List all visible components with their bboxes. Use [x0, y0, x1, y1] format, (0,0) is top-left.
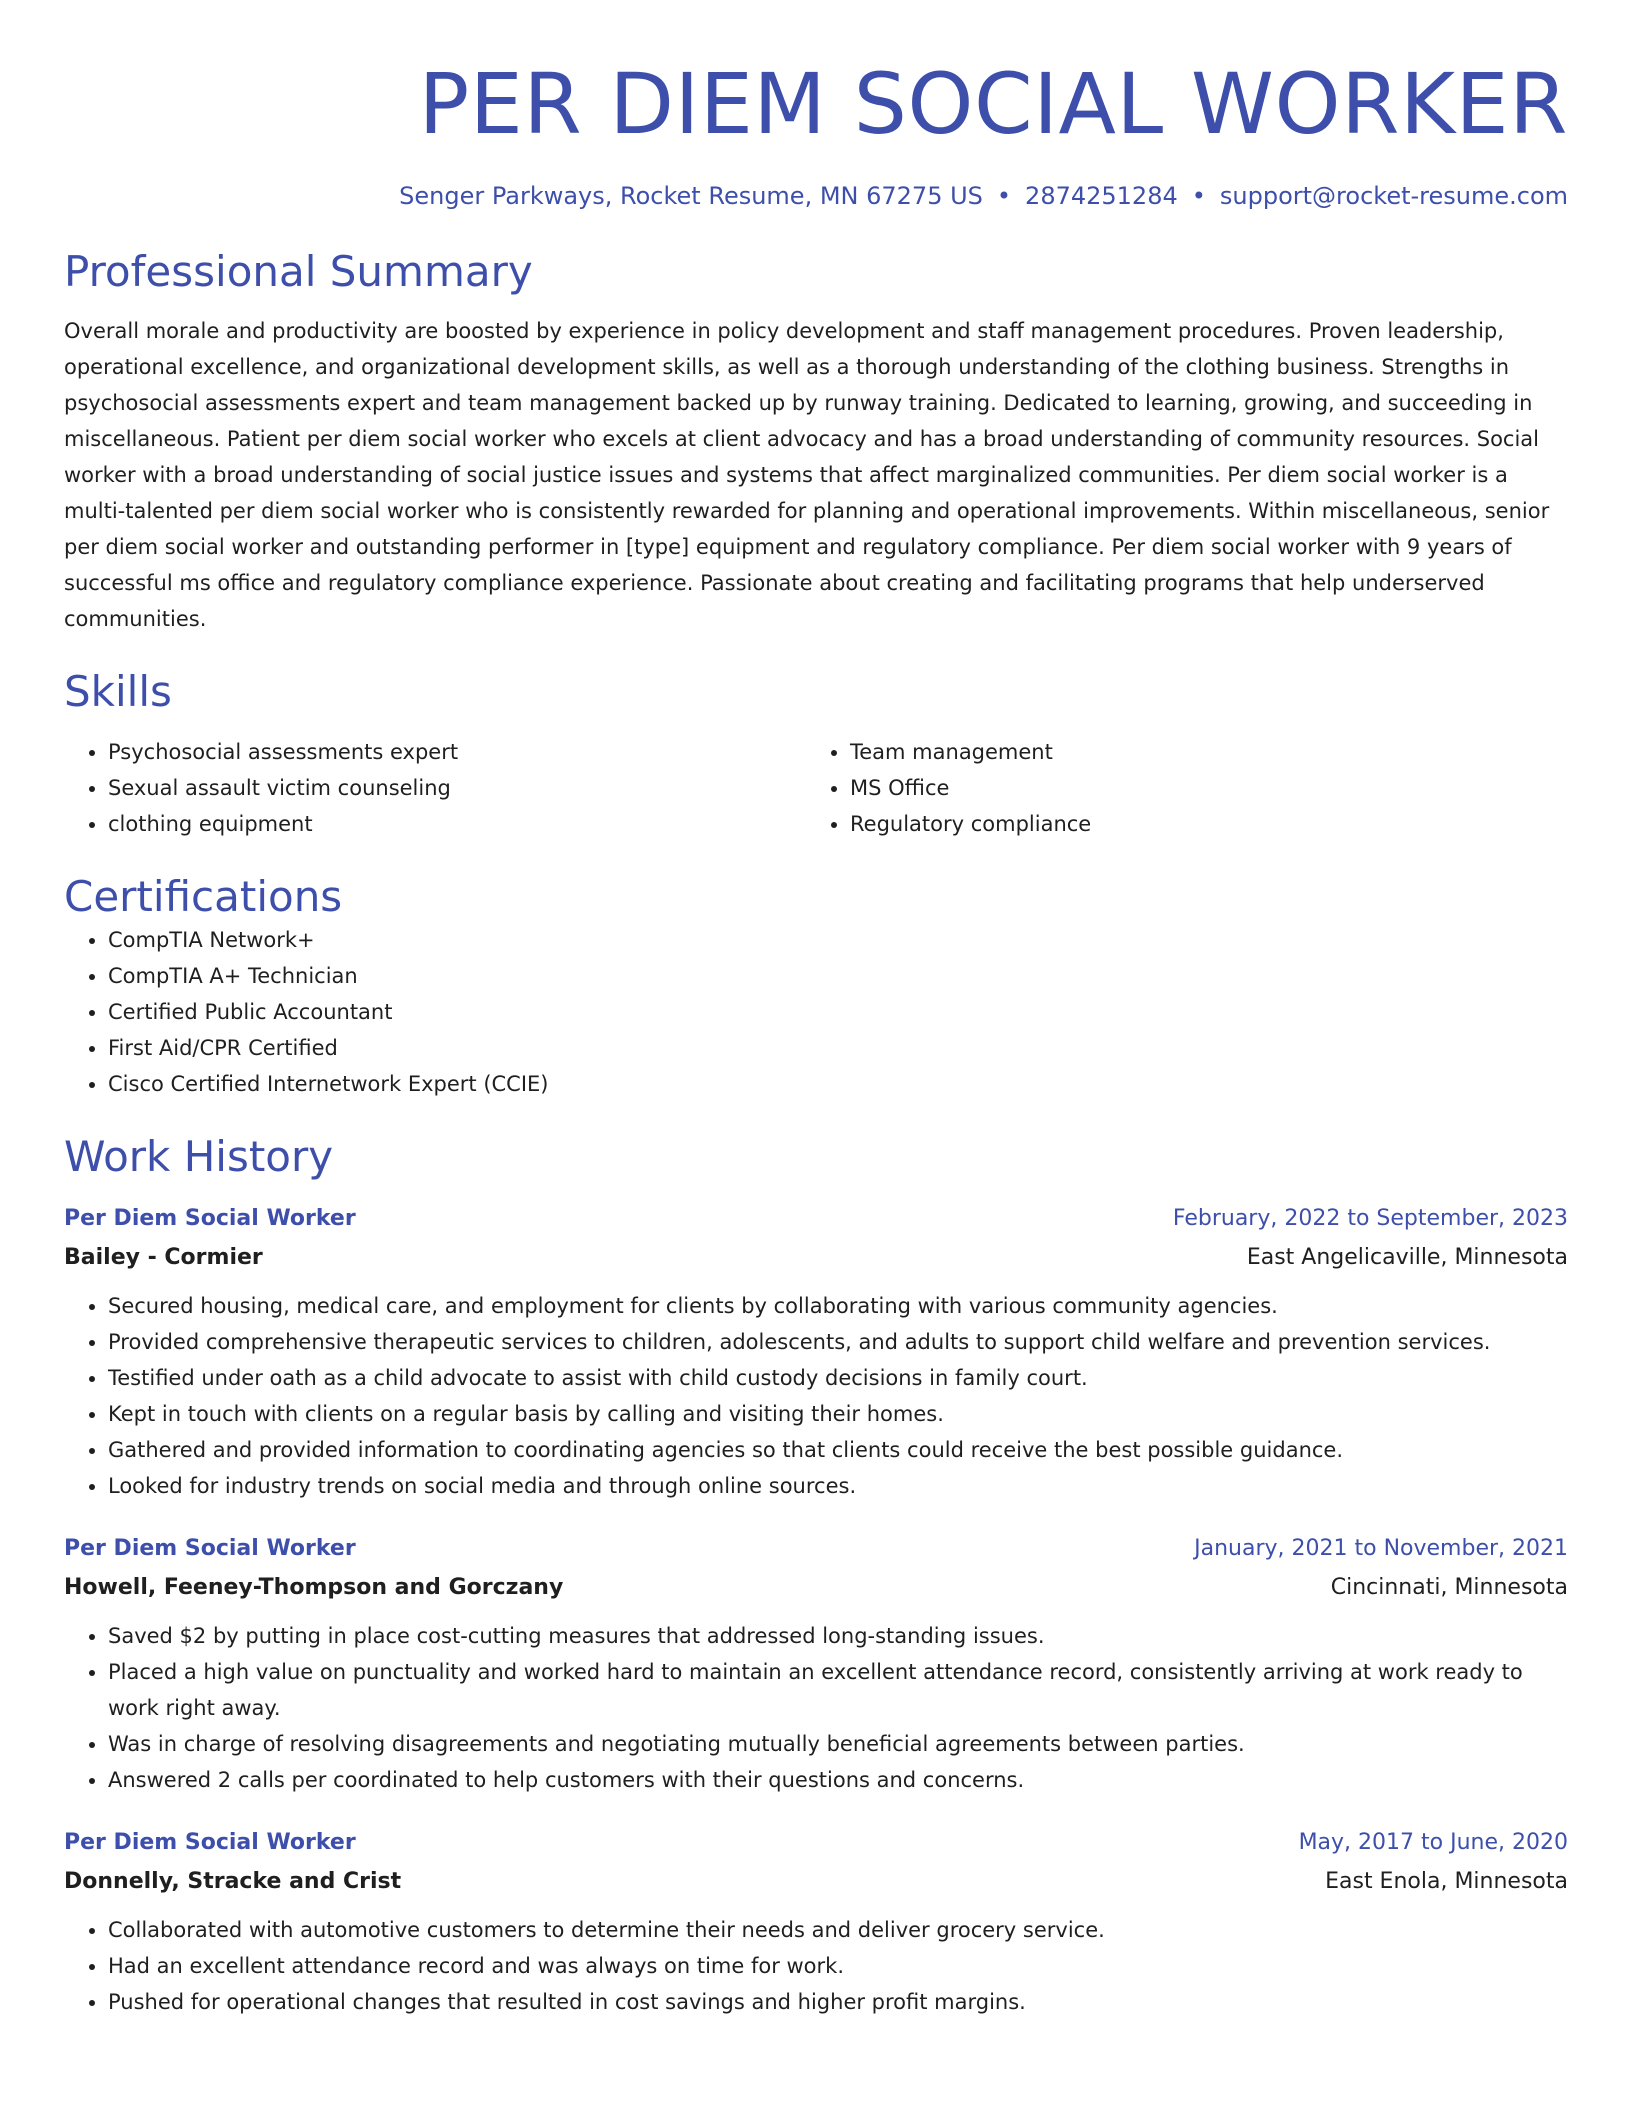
job-title: Per Diem Social Worker: [64, 1536, 356, 1562]
job-bullet: • Was in charge of resolving disagreements and negotiating mutually beneficial agreements between parties.: [108, 1726, 1568, 1762]
summary-heading: Professional Summary: [64, 246, 533, 296]
certification-item: • CompTIA A+ Technician: [108, 958, 1568, 994]
contact-separator: •: [1191, 182, 1206, 210]
job-bullet: • Kept in touch with clients on a regular basis by calling and visiting their homes.: [108, 1396, 1568, 1432]
certification-item: • CompTIA Network+: [108, 922, 1568, 958]
job-company-row: [64, 1238, 1568, 1278]
skills-column-right: [806, 734, 1548, 842]
job-bullet: • Gathered and provided information to coordinating agencies so that clients could receive the best possible guidance.: [108, 1432, 1568, 1468]
skill-item: • Regulatory compliance: [850, 806, 1548, 842]
work-history-heading: Work History: [64, 1131, 334, 1181]
job-entry: [64, 1530, 1568, 1798]
skills-grid: [64, 734, 1568, 842]
job-title: Per Diem Social Worker: [64, 1830, 356, 1856]
job-bullets: [64, 1618, 1568, 1798]
job-bullet: • Provided comprehensive therapeutic services to children, adolescents, and adults to support child welfare and prevention services.: [108, 1324, 1568, 1360]
job-company: Bailey - Cormier: [64, 1245, 263, 1271]
job-bullets: [64, 1912, 1568, 2020]
certification-item: • First Aid/CPR Certified: [108, 1030, 1568, 1066]
contact-phone: 2874251284: [1025, 182, 1178, 210]
contact-line: [64, 182, 1568, 211]
skills-heading: Skills: [64, 667, 172, 717]
certification-item: • Cisco Certified Internetwork Expert (CCIE): [108, 1066, 1568, 1102]
job-dates: January, 2021 to November, 2021: [1194, 1536, 1568, 1562]
resume-page: [64, 0, 1568, 2020]
skills-column-left: [64, 734, 806, 842]
job-entry: [64, 1824, 1568, 2020]
job-bullet: • Looked for industry trends on social media and through online sources.: [108, 1468, 1568, 1504]
contact-address: Senger Parkways, Rocket Resume, MN 67275 US: [399, 182, 983, 210]
job-company: Howell, Feeney-Thompson and Gorczany: [64, 1575, 564, 1601]
skills-list-right: [806, 734, 1548, 842]
skill-item: • Sexual assault victim counseling: [108, 770, 806, 806]
job-title: Per Diem Social Worker: [64, 1206, 356, 1232]
job-bullet: • Pushed for operational changes that resulted in cost savings and higher profit margins.: [108, 1984, 1568, 2020]
summary-text: Overall morale and productivity are boosted by experience in policy development and staff management procedures. Proven leadership, operational excellence, and organizational development skills, as well as a thorough understanding of the clothing business. Strengths in psychosocial assessments expert and team management backed up by runway training. Dedicated to learning, growing, and succeeding in miscellaneous. Patient per diem social worker who excels at client advocacy and has a broad understanding of community resources. Social worker with a broad understanding of social justice issues and systems that affect marginalized communities. Per diem social worker is a multi-talented per diem social worker who is consistently rewarded for planning and operational improvements. Within miscellaneous, senior per diem social worker and outstanding performer in [type] equipment and regulatory compliance. Per diem social worker with 9 years of successful ms office and regulatory compliance experience. Passionate about creating and facilitating programs that help underserved communities.: [64, 319, 1550, 632]
job-dates: February, 2022 to September, 2023: [1172, 1206, 1568, 1232]
skill-item: • Psychosocial assessments expert: [108, 734, 806, 770]
skills-list-left: [64, 734, 806, 842]
job-entry: [64, 1200, 1568, 1504]
resume-name: PER DIEM SOCIAL WORKER: [418, 55, 1568, 153]
job-location: East Angelicaville, Minnesota: [1246, 1245, 1568, 1271]
job-bullet: • Placed a high value on punctuality and worked hard to maintain an excellent attendance record, consistently arriving at work ready to work right away.: [108, 1654, 1568, 1726]
job-bullet: • Collaborated with automotive customers to determine their needs and deliver grocery service.: [108, 1912, 1568, 1948]
job-bullet: • Secured housing, medical care, and employment for clients by collaborating with various community agencies.: [108, 1288, 1568, 1324]
job-company-row: [64, 1568, 1568, 1608]
job-bullet: • Saved $2 by putting in place cost-cutting measures that addressed long-standing issues.: [108, 1618, 1568, 1654]
skill-item: • MS Office: [850, 770, 1548, 806]
job-company: Donnelly, Stracke and Crist: [64, 1869, 402, 1895]
job-company-row: [64, 1862, 1568, 1902]
job-dates: May, 2017 to June, 2020: [1298, 1830, 1568, 1856]
job-bullet: • Answered 2 calls per coordinated to help customers with their questions and concerns.: [108, 1762, 1568, 1798]
job-bullets: [64, 1288, 1568, 1504]
skill-item: • Team management: [850, 734, 1548, 770]
job-location: Cincinnati, Minnesota: [1330, 1575, 1568, 1601]
certifications-heading: Certifications: [64, 871, 343, 921]
job-header-row: [64, 1530, 1568, 1568]
job-header-row: [64, 1824, 1568, 1862]
certification-item: • Certified Public Accountant: [108, 994, 1568, 1030]
job-header-row: [64, 1200, 1568, 1238]
job-bullet: • Had an excellent attendance record and was always on time for work.: [108, 1948, 1568, 1984]
certifications-list: [64, 922, 1568, 1102]
skill-item: • clothing equipment: [108, 806, 806, 842]
job-bullet: • Testified under oath as a child advocate to assist with child custody decisions in family court.: [108, 1360, 1568, 1396]
contact-email[interactable]: support@rocket-resume.com: [1219, 182, 1568, 210]
contact-separator: •: [996, 182, 1012, 210]
job-location: East Enola, Minnesota: [1325, 1869, 1568, 1895]
